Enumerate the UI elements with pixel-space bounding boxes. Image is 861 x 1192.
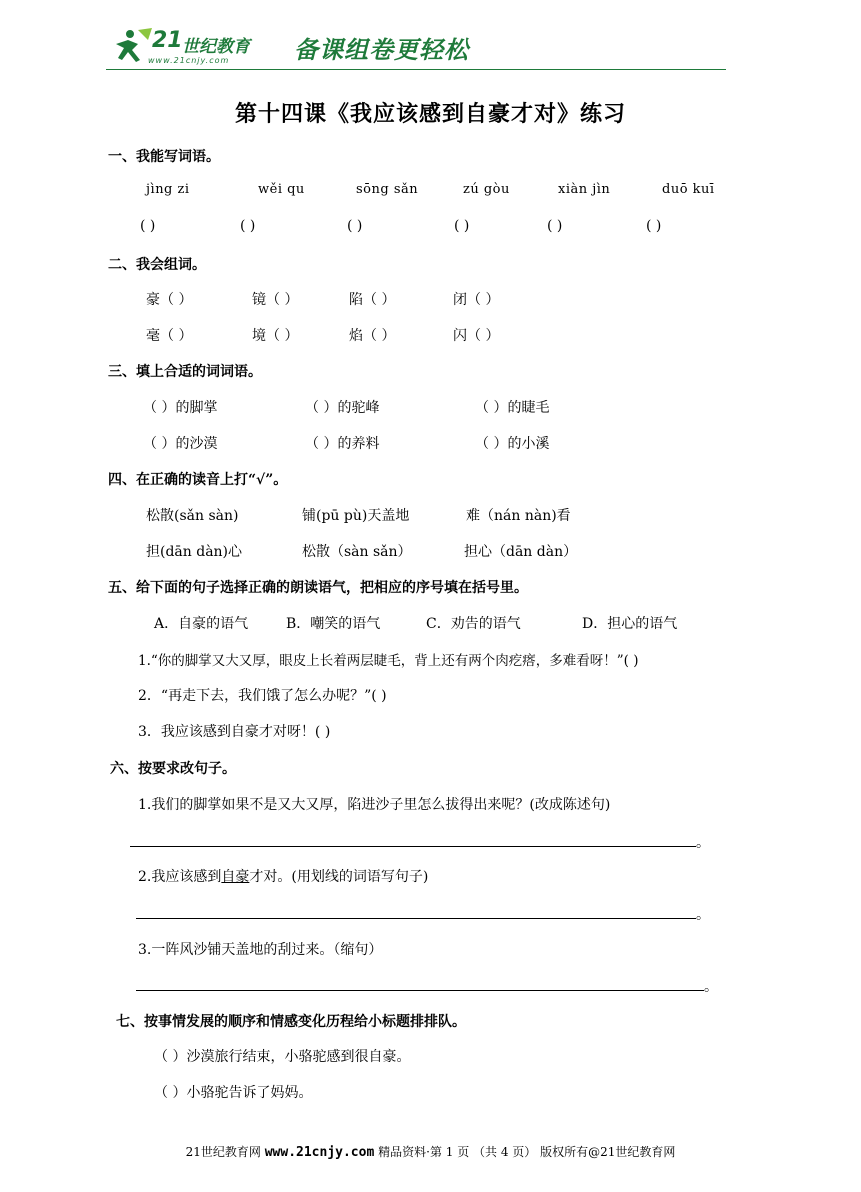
answer-blank[interactable]: ( ) <box>547 218 563 234</box>
header-logo <box>108 26 508 70</box>
pronunciation-item: 担(dān dàn)心 <box>146 544 243 560</box>
question-2-suffix: 才对。(用划线的词语写句子) <box>249 869 429 885</box>
pronunciation-item: 铺(pū pù)天盖地 <box>302 508 410 524</box>
pinyin-item: duō kuī <box>662 182 715 197</box>
word-item: 毫（ ） <box>146 328 193 344</box>
answer-blank[interactable]: ( ) <box>347 218 363 234</box>
rewrite-question-3: 3.一阵风沙铺天盖地的刮过来。（缩句） <box>138 942 383 958</box>
tone-option: B．嘲笑的语气 <box>286 616 381 632</box>
question-3: 3．我应该感到自豪才对呀！( ) <box>138 724 331 740</box>
word-item: 镜（ ） <box>252 292 299 308</box>
answer-blank[interactable]: ( ) <box>240 218 256 234</box>
rewrite-question-1: 1.我们的脚掌如果不是又大又厚，陷进沙子里怎么拔得出来呢？(改成陈述句) <box>138 797 611 813</box>
tone-option: A．自豪的语气 <box>154 616 249 632</box>
section-5-heading: 五、给下面的句子选择正确的朗读语气，把相应的序号填在括号里。 <box>108 580 528 596</box>
period-mark: 。 <box>704 979 718 995</box>
pronunciation-item: 难（nán nàn)看 <box>466 508 571 524</box>
fill-item: （ ）的沙漠 <box>143 436 218 452</box>
fill-item: （ ）的睫毛 <box>475 400 550 416</box>
logo-url: www.21cnjy.com <box>148 56 230 65</box>
pronunciation-item: 松散(sǎn sàn) <box>146 508 239 524</box>
pronunciation-item: 松散（sàn sǎn） <box>302 544 412 560</box>
header-divider <box>106 69 726 70</box>
pinyin-item: zú gòu <box>463 182 510 197</box>
answer-blank[interactable]: ( ) <box>140 218 156 234</box>
header-slogan: 备课组卷更轻松 <box>294 36 469 64</box>
period-mark: 。 <box>696 835 710 851</box>
logo-number: 21 <box>152 28 183 53</box>
fill-item: （ ）的养料 <box>305 436 380 452</box>
section-7-heading: 七、按事情发展的顺序和情感变化历程给小标题排排队。 <box>116 1014 466 1030</box>
answer-line[interactable] <box>136 918 696 919</box>
period-mark: 。 <box>696 907 710 923</box>
word-item: 焰（ ） <box>349 328 396 344</box>
answer-blank[interactable]: ( ) <box>454 218 470 234</box>
fill-item: （ ）的小溪 <box>475 436 550 452</box>
section-3-heading: 三、填上合适的词词语。 <box>108 364 262 380</box>
underlined-word: 自豪 <box>221 869 250 885</box>
ordering-item: （ ）小骆驼告诉了妈妈。 <box>154 1085 313 1101</box>
ordering-item: （ ）沙漠旅行结束，小骆驼感到很自豪。 <box>154 1049 411 1065</box>
tone-option: D．担心的语气 <box>582 616 678 632</box>
question-2-prefix: 2.我应该感到 <box>138 869 222 885</box>
word-item: 闭（ ） <box>453 292 500 308</box>
question-1: 1.“你的脚掌又大又厚，眼皮上长着两层睫毛，背上还有两个肉疙瘩，多难看呀！”( ) <box>138 653 639 669</box>
answer-line[interactable] <box>136 990 704 991</box>
section-1-heading: 一、我能写词语。 <box>108 149 220 165</box>
word-item: 闪（ ） <box>453 328 500 344</box>
pinyin-item: jìng zi <box>146 182 190 197</box>
pinyin-item: xiàn jìn <box>558 182 611 197</box>
pinyin-item: wěi qu <box>258 182 305 197</box>
footer-url[interactable]: www.21cnjy.com <box>264 1145 375 1160</box>
section-6-heading: 六、按要求改句子。 <box>110 761 236 777</box>
fill-item: （ ）的脚掌 <box>143 400 218 416</box>
tone-option: C．劝告的语气 <box>426 616 521 632</box>
word-item: 境（ ） <box>252 328 299 344</box>
rewrite-question-2 <box>138 866 428 886</box>
pinyin-item: sōng sǎn <box>356 182 419 197</box>
logo-text: 世纪教育 <box>182 37 250 57</box>
section-4-heading: 四、在正确的读音上打“√”。 <box>108 472 288 488</box>
pronunciation-item: 担心（dān dàn） <box>464 544 578 560</box>
page-footer <box>0 1143 861 1160</box>
question-2: 2．“再走下去，我们饿了怎么办呢？”( ) <box>138 688 387 704</box>
answer-blank[interactable]: ( ) <box>646 218 662 234</box>
answer-line[interactable] <box>130 846 696 847</box>
word-item: 陷（ ） <box>349 292 396 308</box>
section-2-heading: 二、我会组词。 <box>108 257 206 273</box>
footer-site-name: 21世纪教育网 <box>185 1145 261 1159</box>
page-title: 第十四课《我应该感到自豪才对》练习 <box>234 101 626 127</box>
fill-item: （ ）的驼峰 <box>305 400 380 416</box>
footer-copyright: 精品资料·第 1 页 （共 4 页） 版权所有@21世纪教育网 <box>378 1145 676 1159</box>
word-item: 豪（ ） <box>146 292 193 308</box>
